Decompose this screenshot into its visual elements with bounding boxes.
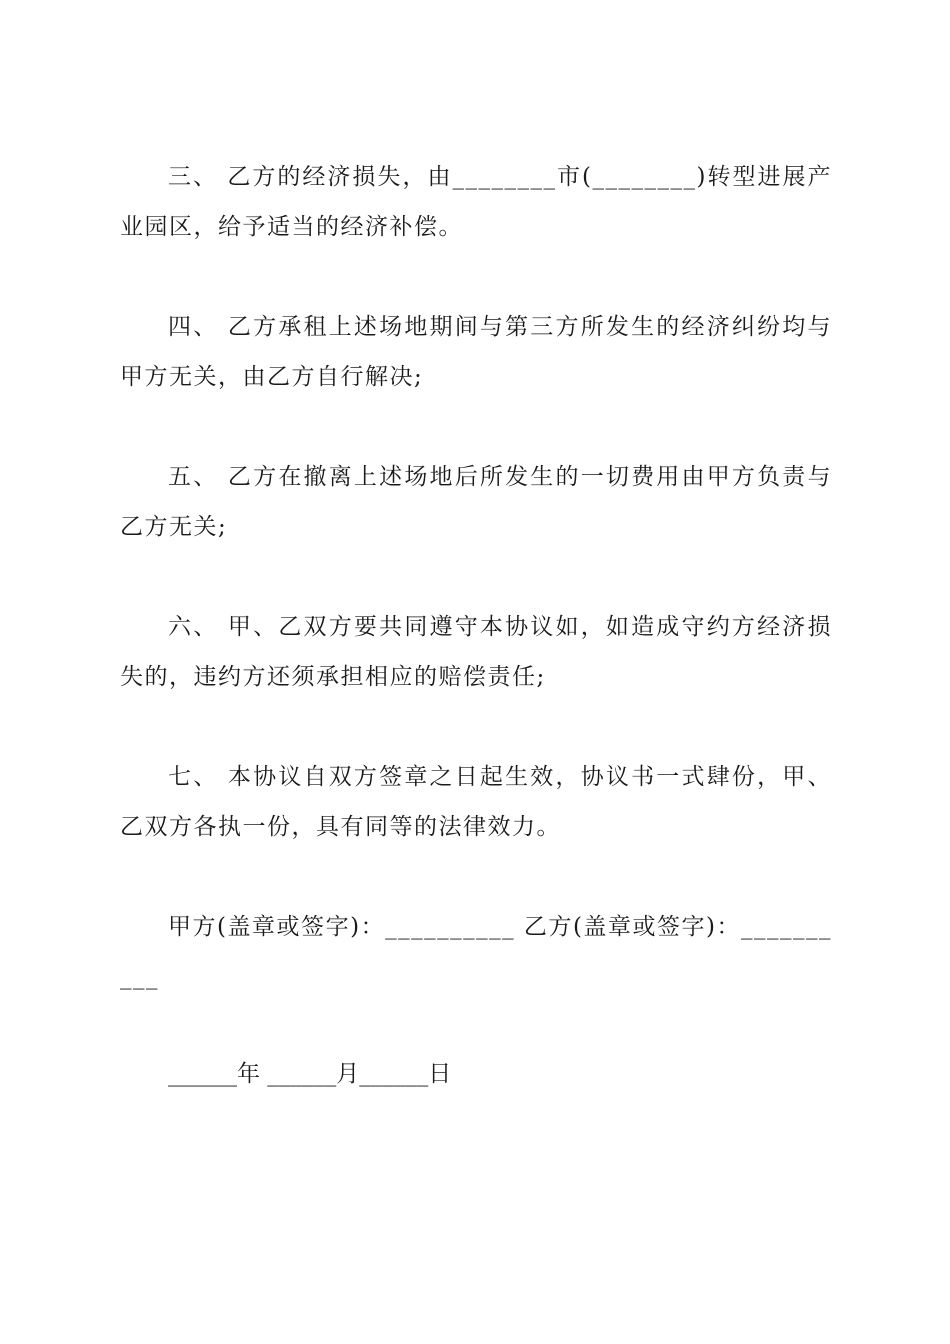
signature-line [120, 902, 832, 1002]
clause-number: 四、 [168, 314, 219, 340]
clause-three [120, 152, 832, 252]
clause-number: 三、 [168, 164, 219, 190]
clause-text: 本协议自双方签章之日起生效，协议书一式肆份，甲、乙双方各执一份，具有同等的法律效力。 [120, 764, 833, 840]
clause-number: 五、 [168, 464, 219, 490]
date-line [120, 1049, 832, 1099]
clause-number: 六、 [168, 614, 219, 640]
date-fields: ______年 ______月______日 [168, 1061, 452, 1087]
clause-seven [120, 752, 832, 852]
clause-text: 乙方在撤离上述场地后所发生的一切费用由甲方负责与乙方无关; [120, 464, 833, 540]
clause-four [120, 302, 832, 402]
clause-five [120, 452, 832, 552]
party-b-signature: 乙方(盖章或签字)：__________ [120, 914, 832, 990]
clause-text: 甲、乙双方要共同遵守本协议如，如造成守约方经济损失的，违约方还须承担相应的赔偿责任; [120, 614, 833, 690]
clause-text: 乙方承租上述场地期间与第三方所发生的经济纠纷均与甲方无关，由乙方自行解决; [120, 314, 833, 390]
party-a-signature: 甲方(盖章或签字)：__________ [168, 914, 516, 940]
clause-number: 七、 [168, 764, 219, 790]
clause-text: 乙方的经济损失，由________市(________)转型进展产业园区，给予适当的经济补偿。 [120, 164, 832, 240]
clause-six [120, 602, 832, 702]
